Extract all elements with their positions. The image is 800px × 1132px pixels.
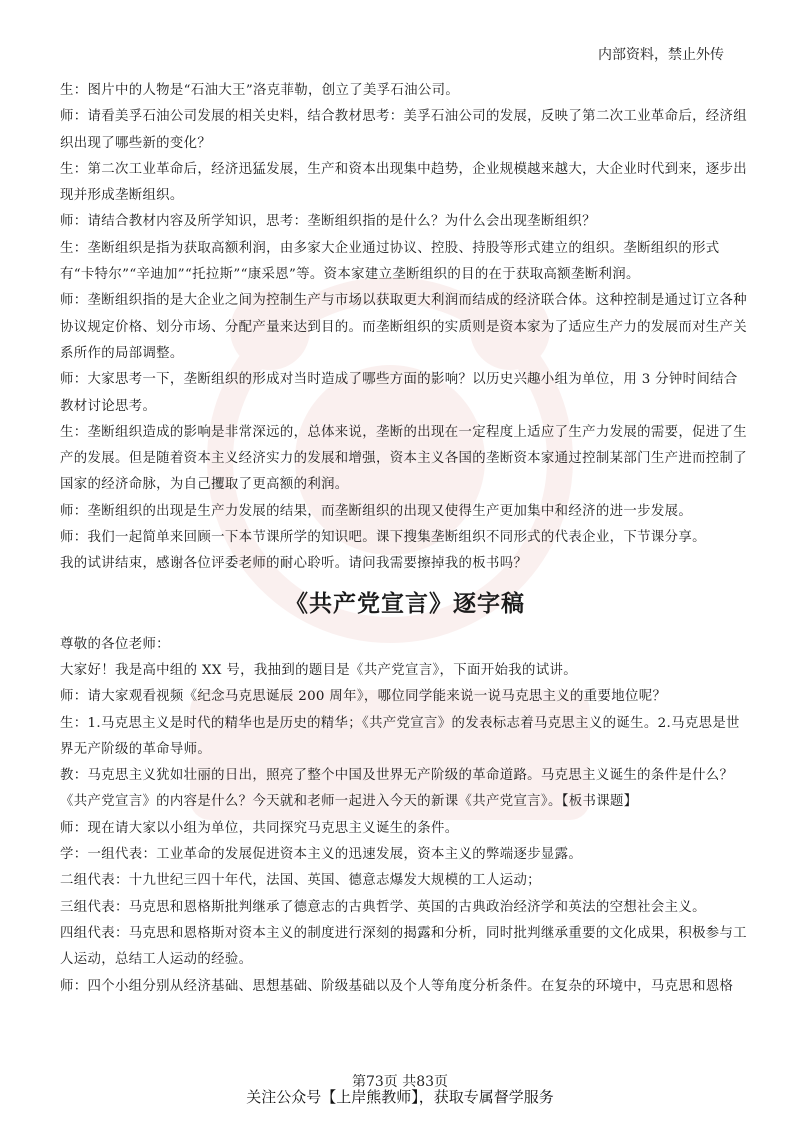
paragraph: 师：四个小组分别从经济基础、思想基础、阶级基础以及个人等角度分析条件。在复杂的环境中，马克思和恩格: [60, 978, 734, 994]
paragraph: 生：垄断组织是指为获取高额利润，由多家大企业通过协议、控股、持股等形式建立的组织。垄断组织的形式有“卡特尔”“辛迪加”“托拉斯”“康采恩”等。资本家建立垄断组织的目的在于获取高额垄断利润。: [60, 240, 720, 283]
paragraph: 师：我们一起简单来回顾一下本节课所学的知识吧。课下搜集垄断组织不同形式的代表企业，下节课分享。: [60, 530, 706, 546]
page-number: 第73页 共83页: [351, 1074, 449, 1090]
section-title: 《共产党宣言》逐字稿: [285, 589, 525, 617]
paragraph: 教：马克思主义犹如壮丽的日出，照亮了整个中国及世界无产阶级的革命道路。马克思主义诞生的条件是什么？《共产党宣言》的内容是什么？今天就和老师一起进入今天的新课《共产党宣言》。【板书课题】: [60, 768, 734, 810]
paragraph: 三组代表：马克思和恩格斯批判继承了德意志的古典哲学、英国的古典政治经济学和英法的空想社会主义。: [60, 899, 706, 915]
footer-promo: 关注公众号【上岸熊教师】，获取专属督学服务: [246, 1088, 554, 1106]
paragraph: 师：垄断组织指的是大企业之间为控制生产与市场以获取更大利润而结成的经济联合体。这种控制是通过订立各种协议规定价格、划分市场、分配产量来达到目的。而垄断组织的实质则是资本家为了适应生产力的发展而对生产关系所作的局部调整。: [60, 293, 748, 361]
paragraph: 尊敬的各位老师：: [60, 636, 170, 652]
confidential-note: 内部资料，禁止外传: [598, 47, 724, 63]
paragraph: 师：请结合教材内容及所学知识，思考：垄断组织指的是什么？为什么会出现垄断组织？: [60, 214, 596, 230]
paragraph: 师：大家思考一下，垄断组织的形成对当时造成了哪些方面的影响？以历史兴趣小组为单位，用 3 分钟时间结合教材讨论思考。: [60, 372, 738, 414]
paragraph: 四组代表：马克思和恩格斯对资本主义的制度进行深刻的揭露和分析，同时批判继承重要的文化成果，积极参与工人运动，总结工人运动的经验。: [60, 925, 748, 968]
paragraph: 生：1.马克思主义是时代的精华也是历史的精华；《共产党宣言》的发表标志着马克思主义的诞生。2.马克思是世界无产阶级的革命导师。: [60, 715, 740, 757]
paragraph: 生：第二次工业革命后，经济迅猛发展，生产和资本出现集中趋势，企业规模越来越大，大企业时代到来，逐步出现并形成垄断组织。: [60, 161, 748, 204]
paragraph: 师：请大家观看视频《纪念马克思诞辰 200 周年》，哪位同学能来说一说马克思主义的重要地位呢？: [60, 689, 667, 705]
paragraph: 师：垄断组织的出现是生产力发展的结果，而垄断组织的出现又使得生产更加集中和经济的进一步发展。: [60, 503, 693, 519]
paragraph: 生：垄断组织造成的影响是非常深远的，总体来说，垄断的出现在一定程度上适应了生产力发展的需要，促进了生产的发展。但是随着资本主义经济实力的发展和增强，资本主义各国的垄断资本家通过控制某部门生产进而控制了国家的经济命脉，为自己攫取了更高额的利润。: [60, 424, 748, 493]
paragraph: 大家好！我是高中组的 XX 号，我抽到的题目是《共产党宣言》，下面开始我的试讲。: [60, 662, 577, 678]
paragraph: 二组代表：十九世纪三四十年代，法国、英国、德意志爆发大规模的工人运动；: [60, 873, 541, 889]
paragraph: 学：一组代表：工业革命的发展促进资本主义的迅速发展，资本主义的弊端逐步显露。: [60, 847, 583, 863]
paragraph: 师：现在请大家以小组为单位，共同探究马克思主义诞生的条件。: [60, 820, 459, 836]
document-body: [60, 78, 750, 1000]
paragraph: 生：图片中的人物是“石油大王”洛克菲勒，创立了美孚石油公司。: [60, 83, 460, 98]
paragraph: 我的试讲结束，感谢各位评委老师的耐心聆听。请问我需要擦掉我的板书吗？: [60, 556, 528, 572]
paragraph: 师：请看美孚石油公司发展的相关史料，结合教材思考：美孚石油公司的发展，反映了第二次工业革命后，经济组织出现了哪些新的变化？: [60, 109, 748, 151]
